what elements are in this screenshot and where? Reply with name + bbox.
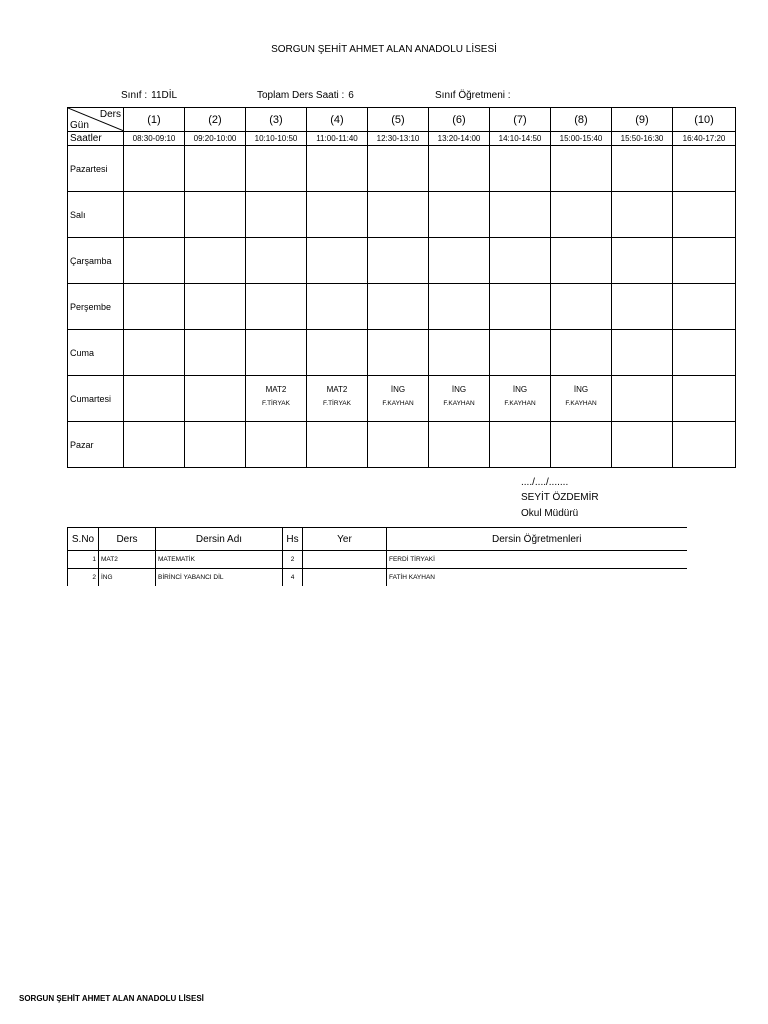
lesson-cell: [673, 284, 736, 330]
course-hours: 2: [283, 551, 303, 569]
lesson-cell: [185, 330, 246, 376]
timetable: [67, 107, 736, 468]
period-time: 16:40-17:20: [673, 132, 736, 146]
lesson-cell: [612, 330, 673, 376]
day-name: Cuma: [68, 330, 124, 376]
lesson-teacher: F.KAYHAN: [443, 399, 475, 407]
lesson-teacher: F.KAYHAN: [565, 399, 597, 407]
corner-cell: [68, 108, 124, 132]
course-place: [303, 551, 387, 569]
course-teachers: FATİH KAYHAN: [387, 569, 687, 587]
period-time: 12:30-13:10: [368, 132, 429, 146]
course-place: [303, 569, 387, 587]
day-name: Pazartesi: [68, 146, 124, 192]
lesson-cell: [307, 146, 368, 192]
lesson-teacher: F.KAYHAN: [504, 399, 536, 407]
footer-school-name: SORGUN ŞEHİT AHMET ALAN ANADOLU LİSESİ: [19, 994, 204, 1003]
lesson-cell: [185, 376, 246, 422]
lesson-cell: [612, 192, 673, 238]
course-code: MAT2: [99, 551, 156, 569]
total-hours-label: Toplam Ders Saati :: [257, 90, 345, 101]
lesson-cell: [551, 422, 612, 468]
course-header-row: [68, 528, 687, 551]
course-column-header: Hs: [283, 528, 303, 551]
course-column-header: Dersin Öğretmenleri: [387, 528, 687, 551]
course-row: [68, 569, 687, 587]
lesson-cell: [246, 330, 307, 376]
class-info: [121, 90, 177, 101]
hours-label: Saatler: [68, 132, 124, 146]
lesson-cell: [185, 192, 246, 238]
period-header: (8): [551, 108, 612, 132]
lesson-cell: [368, 146, 429, 192]
day-name: Perşembe: [68, 284, 124, 330]
lesson-cell: [429, 330, 490, 376]
lesson-cell: [307, 330, 368, 376]
lesson-cell: [551, 192, 612, 238]
day-row: [68, 192, 736, 238]
day-row: [68, 376, 736, 422]
lesson-cell: [246, 376, 307, 422]
course-column-header: Ders: [99, 528, 156, 551]
lesson-cell: [490, 146, 551, 192]
lesson-cell: [673, 192, 736, 238]
total-hours-info: [257, 90, 354, 101]
lesson-code: İNG: [390, 384, 406, 394]
day-name: Çarşamba: [68, 238, 124, 284]
day-name: Cumartesi: [68, 376, 124, 422]
lesson-teacher: F.TİRYAK: [262, 399, 290, 407]
lesson-cell: [429, 192, 490, 238]
period-header: (2): [185, 108, 246, 132]
lesson-cell: [490, 238, 551, 284]
time-row: [68, 132, 736, 146]
lesson-cell: [185, 238, 246, 284]
lesson-cell: [673, 146, 736, 192]
course-number: 2: [68, 569, 99, 587]
lesson-cell: [673, 422, 736, 468]
lesson-teacher: F.TİRYAK: [323, 399, 351, 407]
day-name: Pazar: [68, 422, 124, 468]
period-header: (7): [490, 108, 551, 132]
period-time: 13:20-14:00: [429, 132, 490, 146]
day-row: [68, 284, 736, 330]
lesson-cell: [612, 376, 673, 422]
lesson-cell: [307, 376, 368, 422]
lesson-code: MAT2: [265, 384, 287, 394]
lesson-cell: [673, 330, 736, 376]
course-number: 1: [68, 551, 99, 569]
lesson-cell: [551, 284, 612, 330]
period-time: 11:00-11:40: [307, 132, 368, 146]
lesson-code: MAT2: [326, 384, 348, 394]
lesson-cell: [307, 422, 368, 468]
lesson-cell: [429, 376, 490, 422]
lesson-cell: [429, 422, 490, 468]
lesson-code: İNG: [451, 384, 467, 394]
class-teacher-label: Sınıf Öğretmeni :: [435, 90, 511, 101]
lesson-cell: [368, 238, 429, 284]
period-time: 09:20-10:00: [185, 132, 246, 146]
lesson-cell: [185, 284, 246, 330]
day-name: Salı: [68, 192, 124, 238]
lesson-cell: [551, 330, 612, 376]
lesson-cell: [124, 376, 185, 422]
lesson-cell: [246, 146, 307, 192]
day-row: [68, 146, 736, 192]
lesson-cell: [551, 376, 612, 422]
period-header-row: [68, 108, 736, 132]
period-time: 14:10-14:50: [490, 132, 551, 146]
signature-date: ..../..../.......: [521, 477, 569, 488]
day-row: [68, 330, 736, 376]
lesson-cell: [490, 192, 551, 238]
course-list-table: [67, 527, 687, 586]
lesson-cell: [185, 146, 246, 192]
period-header: (9): [612, 108, 673, 132]
day-row: [68, 238, 736, 284]
class-value: 11DİL: [151, 90, 178, 101]
lesson-cell: [612, 146, 673, 192]
lesson-code: İNG: [573, 384, 589, 394]
lesson-cell: [612, 238, 673, 284]
class-label: Sınıf :: [121, 90, 148, 101]
lesson-cell: [429, 238, 490, 284]
period-header: (5): [368, 108, 429, 132]
class-teacher-info: [435, 90, 515, 101]
lesson-cell: [368, 376, 429, 422]
principal-name: SEYİT ÖZDEMİR: [521, 492, 599, 503]
principal-title: Okul Müdürü: [521, 508, 579, 519]
course-teachers: FERDİ TİRYAKİ: [387, 551, 687, 569]
total-hours-value: 6: [348, 90, 354, 101]
lesson-teacher: F.KAYHAN: [382, 399, 414, 407]
lesson-cell: [307, 238, 368, 284]
lesson-cell: [124, 330, 185, 376]
lesson-cell: [307, 284, 368, 330]
lesson-cell: [429, 146, 490, 192]
course-column-header: Dersin Adı: [156, 528, 283, 551]
lesson-cell: [490, 330, 551, 376]
course-name: MATEMATİK: [156, 551, 283, 569]
lesson-cell: [124, 192, 185, 238]
lesson-cell: [551, 238, 612, 284]
lesson-cell: [612, 422, 673, 468]
lesson-cell: [673, 238, 736, 284]
course-row: [68, 551, 687, 569]
period-header: (4): [307, 108, 368, 132]
lesson-cell: [368, 422, 429, 468]
lesson-cell: [551, 146, 612, 192]
course-column-header: Yer: [303, 528, 387, 551]
lesson-cell: [185, 422, 246, 468]
lesson-cell: [368, 284, 429, 330]
course-name: BİRİNCİ YABANCI DİL: [156, 569, 283, 587]
period-header: (3): [246, 108, 307, 132]
lesson-cell: [490, 422, 551, 468]
corner-gun-label: Gün: [70, 120, 89, 131]
period-time: 15:50-16:30: [612, 132, 673, 146]
lesson-cell: [673, 376, 736, 422]
course-hours: 4: [283, 569, 303, 587]
lesson-cell: [429, 284, 490, 330]
lesson-cell: [124, 238, 185, 284]
lesson-cell: [124, 422, 185, 468]
course-column-header: S.No: [68, 528, 99, 551]
lesson-cell: [612, 284, 673, 330]
period-time: 08:30-09:10: [124, 132, 185, 146]
lesson-code: İNG: [512, 384, 528, 394]
lesson-cell: [368, 330, 429, 376]
lesson-cell: [246, 422, 307, 468]
corner-ders-label: Ders: [99, 109, 121, 120]
lesson-cell: [490, 376, 551, 422]
period-header: (10): [673, 108, 736, 132]
period-time: 10:10-10:50: [246, 132, 307, 146]
period-header: (6): [429, 108, 490, 132]
lesson-cell: [246, 238, 307, 284]
lesson-cell: [124, 146, 185, 192]
period-time: 15:00-15:40: [551, 132, 612, 146]
lesson-cell: [246, 284, 307, 330]
lesson-cell: [490, 284, 551, 330]
lesson-cell: [307, 192, 368, 238]
lesson-cell: [368, 192, 429, 238]
day-row: [68, 422, 736, 468]
course-code: İNG: [99, 569, 156, 587]
school-title: SORGUN ŞEHİT AHMET ALAN ANADOLU LİSESİ: [271, 44, 497, 55]
period-header: (1): [124, 108, 185, 132]
lesson-cell: [124, 284, 185, 330]
lesson-cell: [246, 192, 307, 238]
